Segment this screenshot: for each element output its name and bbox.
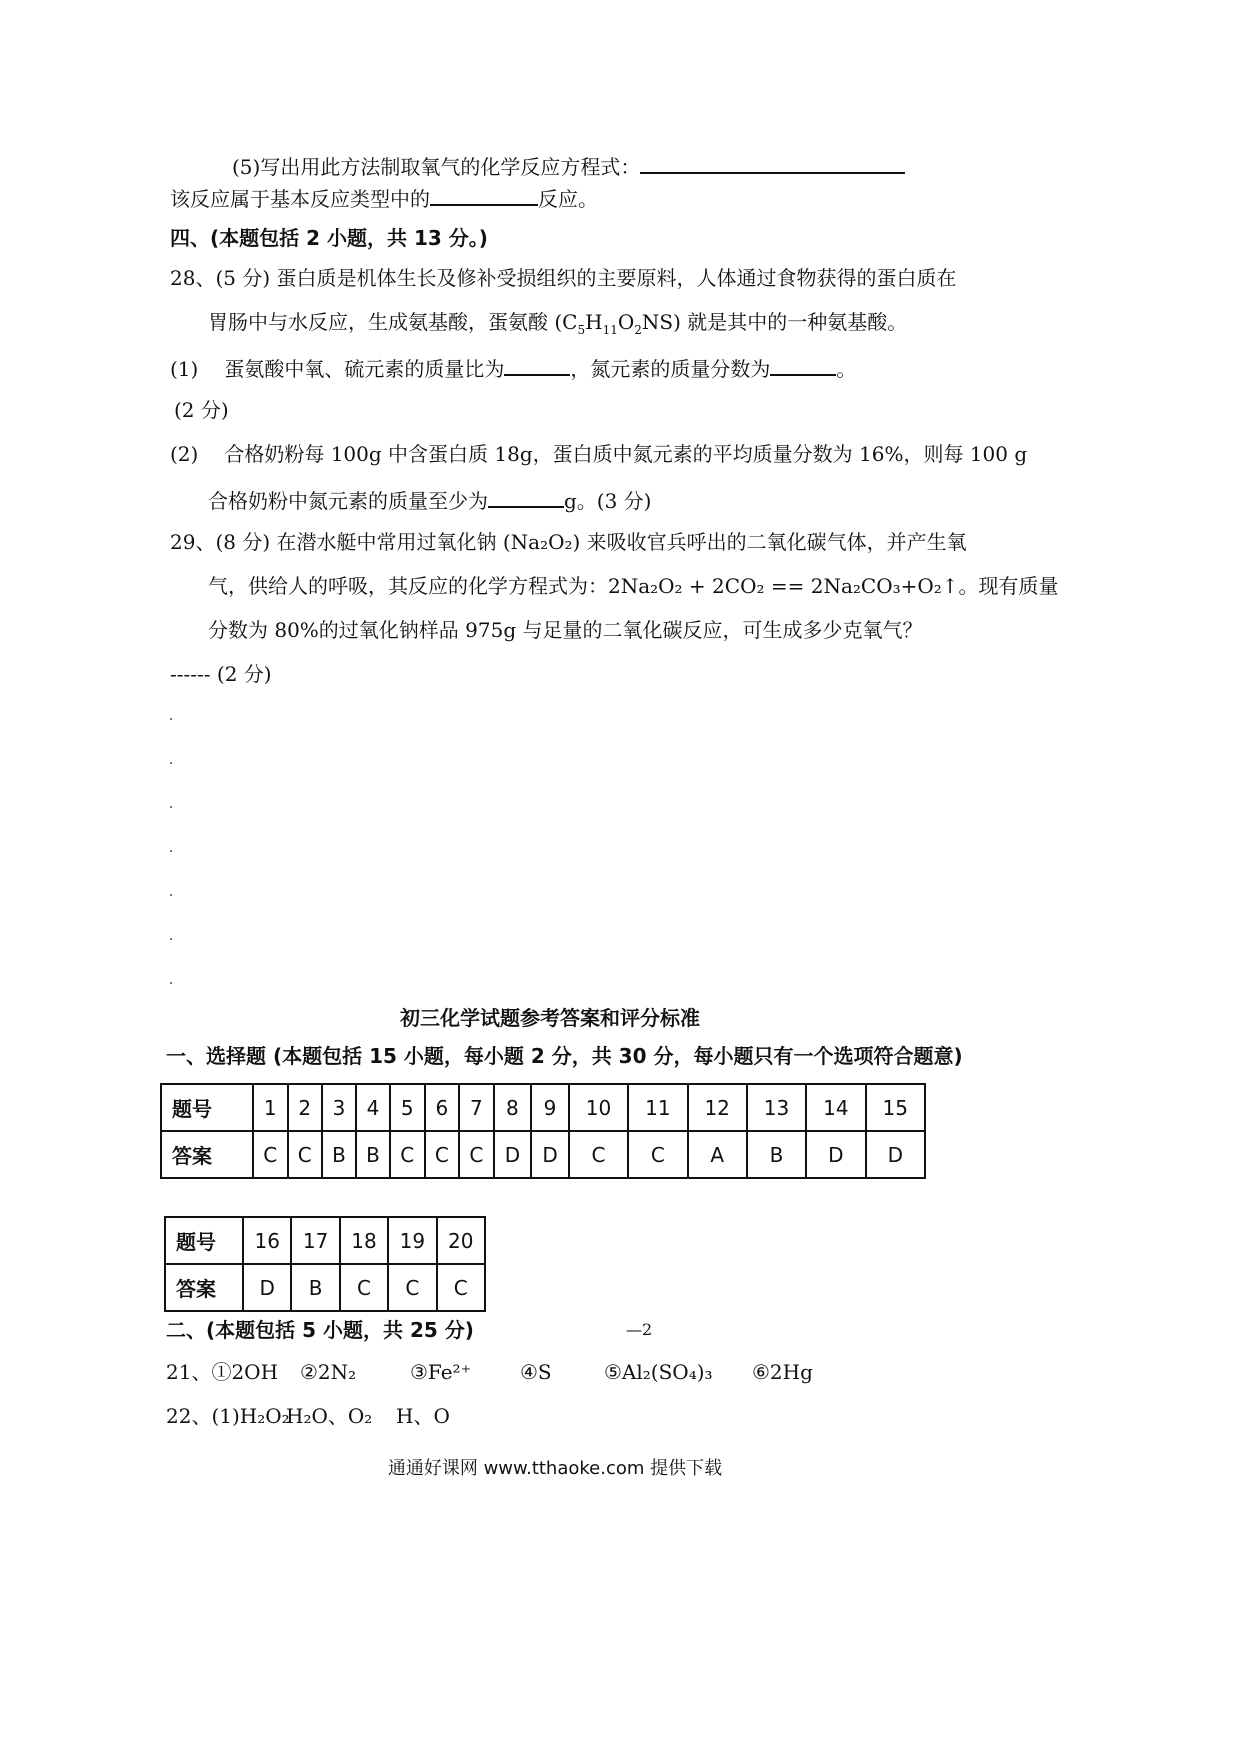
- margin-dot: [170, 806, 172, 808]
- row-label-number: 题号: [161, 1084, 253, 1131]
- question-number-cell: 15: [866, 1084, 925, 1131]
- q21-line: [166, 1358, 813, 1386]
- q21-item: ②2N₂: [300, 1360, 357, 1384]
- q28-text: 胃肠中与水反应，生成氨基酸，蛋氨酸 (C: [208, 310, 578, 334]
- answer-cell: C: [288, 1131, 323, 1178]
- answer-cell: B: [747, 1131, 806, 1178]
- footer-credit: 通通好课网 www.tthaoke.com 提供下载: [387, 1458, 723, 1479]
- q28-text: ) 就是其中的一种氨基酸。: [673, 310, 908, 334]
- q28-p2-text: g。(3 分): [564, 489, 652, 513]
- answer-cell: B: [356, 1131, 390, 1178]
- answer-cell: C: [437, 1264, 485, 1311]
- question-number-cell: 4: [356, 1084, 390, 1131]
- q28-line2: [208, 308, 907, 344]
- table-row-answers: [165, 1264, 485, 1311]
- q28-part1-score: (2 分): [174, 398, 229, 422]
- answer-cell: D: [494, 1131, 532, 1178]
- q27-5-line1: [232, 150, 905, 181]
- q21-item: 21、①2OH: [166, 1360, 279, 1384]
- answer-cell: D: [243, 1264, 291, 1311]
- row-label-number: 题号: [165, 1217, 243, 1264]
- question-number-cell: 3: [322, 1084, 356, 1131]
- q28-p1-text: 蛋氨酸中氧、硫元素的质量比为: [224, 357, 505, 381]
- question-number-cell: 5: [390, 1084, 425, 1131]
- answer-cell: D: [806, 1131, 865, 1178]
- answer-blank[interactable]: [504, 352, 570, 376]
- answer-cell: C: [390, 1131, 425, 1178]
- margin-dot: [170, 762, 172, 764]
- q22-line: [166, 1402, 450, 1430]
- part-label: (1): [170, 357, 199, 381]
- margin-dot: [170, 982, 172, 984]
- q22-item: H₂O、O₂: [286, 1404, 373, 1428]
- q28-p1-text: 。: [836, 357, 857, 381]
- answer-cell: B: [322, 1131, 356, 1178]
- q29-line3: 分数为 80%的过氧化钠样品 975g 与足量的二氧化碳反应，可生成多少克氧气？: [208, 618, 923, 642]
- row-label-answer: 答案: [165, 1264, 243, 1311]
- q21-item: ④S: [520, 1360, 552, 1384]
- margin-dot: [170, 718, 172, 720]
- question-number-cell: 2: [288, 1084, 323, 1131]
- margin-dot: [170, 894, 172, 896]
- q28-part1: [170, 352, 856, 383]
- formula-el: NS: [641, 310, 674, 334]
- question-number-cell: 16: [243, 1217, 291, 1264]
- q27-5-text: (5)写出用此方法制取氧气的化学反应方程式：: [232, 155, 641, 179]
- formula-sub: 11: [602, 323, 618, 337]
- question-number-cell: 18: [340, 1217, 388, 1264]
- answer-cell: C: [340, 1264, 388, 1311]
- table-row-numbers: [161, 1084, 925, 1131]
- question-number-cell: 13: [747, 1084, 806, 1131]
- answer-cell: B: [291, 1264, 339, 1311]
- question-number-cell: 7: [459, 1084, 494, 1131]
- formula-sub: 2: [634, 323, 642, 337]
- answers-section2: 二、(本题包括 5 小题，共 25 分): [166, 1318, 474, 1342]
- question-number-cell: 12: [688, 1084, 747, 1131]
- answer-cell: C: [628, 1131, 687, 1178]
- row-label-answer: 答案: [161, 1131, 253, 1178]
- question-number-cell: 17: [291, 1217, 339, 1264]
- question-number-cell: 1: [253, 1084, 288, 1131]
- answer-cell: C: [569, 1131, 628, 1178]
- answer-cell: C: [253, 1131, 288, 1178]
- q22-item: H、O: [396, 1404, 450, 1428]
- formula-el: H: [585, 310, 603, 334]
- answer-cell: C: [388, 1264, 436, 1311]
- q29-line1: 29、(8 分) 在潜水艇中常用过氧化钠 (Na₂O₂) 来吸收官兵呼出的二氧化碳气体，并产生氧: [170, 530, 967, 554]
- q28-part2-line2: [208, 484, 652, 515]
- q28-p2-text: 合格奶粉每 100g 中含蛋白质 18g，蛋白质中氮元素的平均质量分数为 16%，则每 100 g: [224, 442, 1028, 466]
- side-mark: —2: [626, 1320, 653, 1339]
- table-row-numbers: [165, 1217, 485, 1264]
- answer-blank[interactable]: [430, 182, 538, 206]
- table-row-answers: [161, 1131, 925, 1178]
- margin-dot: [170, 938, 172, 940]
- q27-5-text-b: 反应。: [538, 187, 598, 211]
- q22-item: 22、(1)H₂O₂: [166, 1404, 290, 1428]
- answer-cell: D: [866, 1131, 925, 1178]
- formula-sub: 5: [577, 323, 586, 337]
- q27-5-line2: [170, 182, 598, 213]
- margin-dot: [170, 850, 172, 852]
- question-number-cell: 9: [531, 1084, 569, 1131]
- q28-p2-text: 合格奶粉中氮元素的质量至少为: [208, 489, 488, 513]
- q27-5-text-a: 该反应属于基本反应类型中的: [170, 187, 430, 211]
- answer-table-1: [160, 1083, 926, 1179]
- answer-blank[interactable]: [770, 352, 836, 376]
- q21-item: ⑤Al₂(SO₄)₃: [604, 1360, 713, 1384]
- question-number-cell: 6: [425, 1084, 460, 1131]
- answer-blank[interactable]: [640, 150, 905, 174]
- part-label: (2): [170, 442, 199, 466]
- question-number-cell: 10: [569, 1084, 628, 1131]
- q21-item: ⑥2Hg: [752, 1360, 813, 1384]
- question-number-cell: 14: [806, 1084, 865, 1131]
- q28-part2-line1: [170, 440, 1027, 468]
- answer-blank[interactable]: [488, 484, 564, 508]
- answer-cell: C: [459, 1131, 494, 1178]
- q29-score: ------ (2 分): [170, 662, 272, 686]
- answer-cell: D: [531, 1131, 569, 1178]
- section4-heading: 四、(本题包括 2 小题，共 13 分。): [170, 226, 488, 250]
- q21-item: ③Fe²⁺: [410, 1360, 472, 1384]
- answers-section1: 一、选择题 (本题包括 15 小题，每小题 2 分，共 30 分，每小题只有一个选项符合题意): [166, 1044, 963, 1068]
- answer-cell: C: [425, 1131, 460, 1178]
- question-number-cell: 11: [628, 1084, 687, 1131]
- question-number-cell: 8: [494, 1084, 532, 1131]
- answer-cell: A: [688, 1131, 747, 1178]
- formula-el: O: [617, 310, 635, 334]
- question-number-cell: 19: [388, 1217, 436, 1264]
- q29-line2: 气，供给人的呼吸，其反应的化学方程式为：2Na₂O₂ + 2CO₂ == 2Na₂CO₃+O₂↑。现有质量: [208, 574, 1059, 598]
- question-number-cell: 20: [437, 1217, 485, 1264]
- answers-title: 初三化学试题参考答案和评分标准: [400, 1006, 700, 1030]
- q28-line1: 28、(5 分) 蛋白质是机体生长及修补受损组织的主要原料，人体通过食物获得的蛋白质在: [170, 266, 957, 290]
- answer-table-2: [164, 1216, 486, 1312]
- q28-p1-text: ，氮元素的质量分数为: [570, 357, 771, 381]
